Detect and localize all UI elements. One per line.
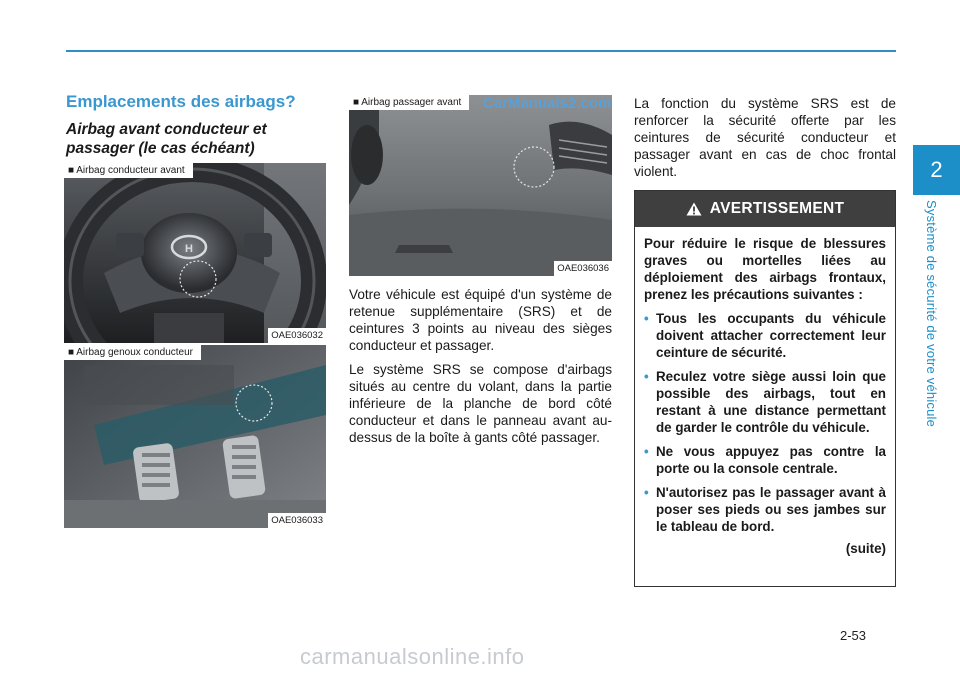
figure-label: ■ Airbag genoux conducteur (64, 345, 201, 360)
figure-driver-airbag (64, 163, 326, 343)
chapter-tab: 2 (913, 145, 960, 195)
warning-list (644, 310, 886, 535)
warning-bullet: • Ne vous appuyez pas contre la porte ou la console centrale. (644, 444, 886, 476)
steering-wheel-illustration (64, 163, 326, 343)
bullet-dot: • (644, 311, 649, 326)
warning-title: AVERTISSEMENT (709, 200, 845, 217)
warning-lead: Pour réduire le risque de blessures graves ou mortelles liées au déploiement des airbags frontaux, prenez les précautions suivantes : (644, 236, 886, 302)
pedals-illustration (64, 345, 326, 528)
warning-bullet: • Tous les occupants du véhicule doivent attacher correctement leur ceinture de sécurité. (644, 311, 886, 360)
warning-body (635, 227, 895, 557)
watermark: carmanualsonline.info (300, 644, 525, 669)
bullet-dot: • (644, 369, 649, 384)
continued-label: (suite) (845, 541, 886, 556)
sub-title: Airbag avant conducteur et passager (le cas échéant) (66, 121, 267, 157)
chapter-title: Système de sécurité de votre véhicule (924, 200, 939, 428)
top-rule (66, 50, 896, 52)
intro-text: La fonction du système SRS est de renforcer la sécurité offerte par les ceintures de sécurité conducteur et passager avant en cas de choc frontal violent. (634, 96, 896, 179)
figure-code: OAE036036 (554, 261, 612, 276)
figure-overlay: CarManuals2.com (483, 95, 612, 112)
warning-bullet: • N'autorisez pas le passager avant à poser ses pieds ou ses jambes sur le tableau de bord. (644, 485, 886, 534)
section-title: Emplacements des airbags? (66, 92, 296, 111)
warning-bullet: • Reculez votre siège aussi loin que possible des airbags, tout en restant à une distance permettant de garder le contrôle du véhicule. (644, 369, 886, 435)
dashboard-illustration (349, 95, 612, 276)
bullet-dot: • (644, 485, 649, 500)
figure-knee-airbag (64, 345, 326, 528)
body-text (349, 286, 612, 453)
figure-passenger-airbag (349, 95, 612, 276)
figure-label: ■ Airbag passager avant (349, 95, 469, 110)
figure-label: ■ Airbag conducteur avant (64, 163, 193, 178)
figure-code: OAE036033 (268, 513, 326, 528)
paragraph: Le système SRS se compose d'airbags situés au centre du volant, dans la partie inférieure de la planche de bord côté conducteur et dans le panneau avant au-dessus de la boîte à gants côté passager. (349, 362, 612, 445)
bullet-dot: • (644, 444, 649, 459)
page-number: 2-53 (840, 628, 867, 643)
warning-box (634, 190, 896, 587)
svg-text:H: H (185, 243, 193, 255)
warning-triangle-icon (686, 202, 702, 216)
paragraph: Votre véhicule est équipé d'un système de retenue supplémentaire (SRS) et de ceintures 3 points au niveau des sièges conducteur et passager. (349, 287, 612, 353)
warning-header (635, 191, 895, 227)
figure-code: OAE036032 (268, 328, 326, 343)
